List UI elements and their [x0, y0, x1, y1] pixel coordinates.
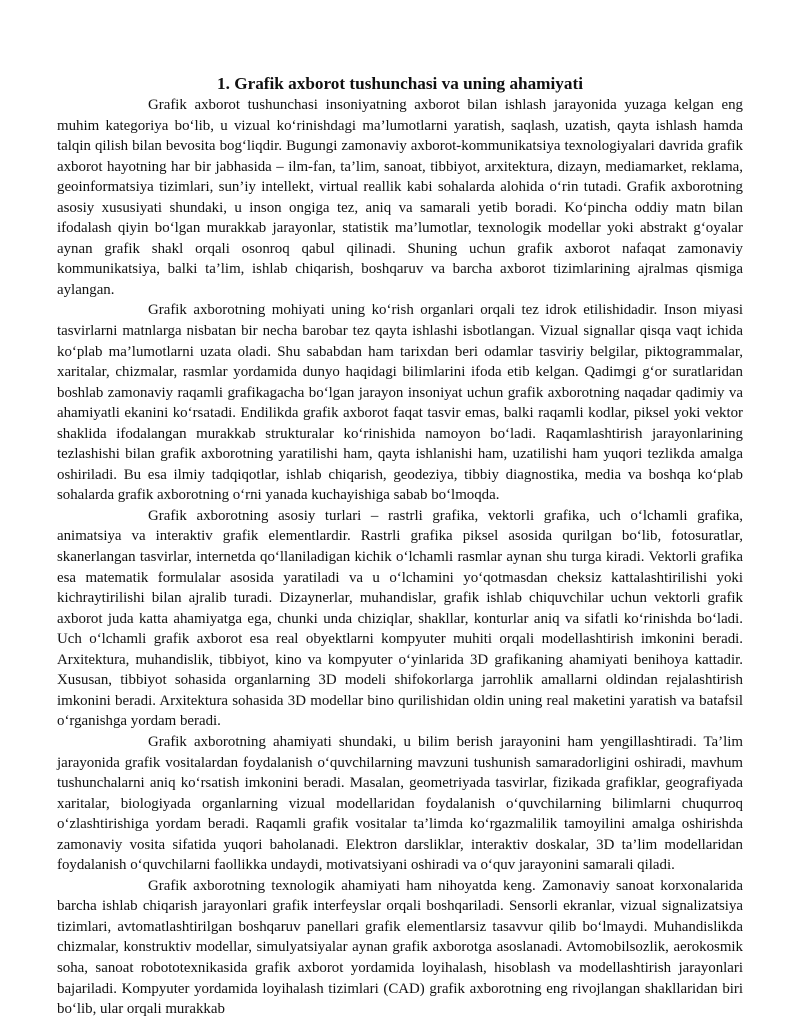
paragraph-5: Grafik axborotning texnologik ahamiyati ham nihoyatda keng. Zamonaviy sanoat korxonalarida barcha ishlab chiqarish jarayonlari grafik interfeyslar orqali boshqariladi. Sensorli ekranlar, vizual signalizatsiya tizimlari, avtomatlashtirilgan boshqaruv panellari grafik elementlarsiz tasavvur qilib bo‘lmaydi. Muhandislikda chizmalar, konstruktiv modellar, simulyatsiyalar aynan grafik axborotga asoslanadi. Avtomobilsozlik, aerokosmik soha, sanoat robototexnikasida grafik axborot yordamida loyihalash, hisoblash va modellashtirish jarayonlari bajariladi. Kompyuter yordamida loyihalash tizimlari (CAD) grafik axborotning eng rivojlangan shakllaridan biri bo‘lib, ular orqali murakkab [57, 877, 743, 1018]
page-title: 1. Grafik axborot tushunchasi va uning ahamiyati [217, 74, 583, 93]
paragraph-4: Grafik axborotning ahamiyati shundaki, u bilim berish jarayonini ham yengillashtiradi. Ta’lim jarayonida grafik vositalardan foydalanish o‘quvchilarning mavzuni tushunish samaradorligini oshiradi, mavhum tushunchalarni aniq ko‘rsatish imkonini beradi. Masalan, geometriyada tasvirlar, fizikada grafiklar, geografiyada xaritalar, biologiyada organlarning vizual modellaridan foydalanish o‘quvchilarning bilimlarni chuqurroq o‘zlashtirishiga yordam beradi. Raqamli grafik vositalar ta’limda ko‘rgazmalilik tamoyilini amalga oshirishda zamonaviy vosita sifatida yuqori baholanadi. Elektron darsliklar, interaktiv doskalar, 3D ta’lim modellaridan foydalanish o‘quvchilarni faollikka undaydi, motivatsiyani oshiradi va o‘quv jarayonini samarali qiladi. [57, 733, 743, 874]
paragraph-1: Grafik axborot tushunchasi insoniyatning axborot bilan ishlash jarayonida yuzaga kelgan eng muhim kategoriya bo‘lib, u vizual ko‘rinishdagi ma’lumotlarni yaratish, saqlash, uzatish, qayta ishlash hamda talqin qilish bilan bevosita bog‘liqdir. Bugungi zamonaviy axborot-kommunikatsiya texnologiyalari davrida grafik axborot hayotning har bir jabhasida – ilm-fan, ta’lim, sanoat, tibbiyot, arxitektura, dizayn, mediamarket, reklama, geoinformatsiya tizimlari, sun’iy intellekt, virtual reallik kabi sohalarda alohida o‘rin tutadi. Grafik axborotning asosiy xususiyati shundaki, u inson ongiga tez, aniq va samarali yetib boradi. Ko‘pincha oddiy matn bilan ifodalash qiyin bo‘lgan murakkab jarayonlar, statistik ma’lumotlar, texnologik modellar yoki abstrakt g‘oyalar aynan grafik shakl orqali osonroq qabul qilinadi. Shuning uchun grafik axborot nafaqat zamonaviy kommunikatsiya, balki ta’lim, ishlab chiqarish, boshqaruv va barcha axborot tizimlarining ajralmas qismiga aylangan. [57, 97, 743, 298]
paragraph-2: Grafik axborotning mohiyati uning ko‘rish organlari orqali tez idrok etilishidadir. Inson miyasi tasvirlarni matnlarga nisbatan bir necha barobar tez qayta ishlashi isbotlangan. Vizual signallar qisqa vaqt ichida ko‘plab ma’lumotlarni uzata oladi. Shu sababdan ham tarixdan beri odamlar tasviriy belgilar, piktogrammalar, xaritalar, chizmalar, rasmlar yordamida dunyo haqidagi bilimlarini ifoda etib kelgan. Qadimgi g‘or suratlaridan boshlab zamonaviy raqamli grafikagacha bo‘lgan jarayon insoniyat uchun grafik axborotning naqadar qadimiy va ahamiyatli ekanini ko‘rsatadi. Endilikda grafik axborot faqat tasvir emas, balki raqamli kodlar, piksel yoki vektor shaklida ifodalangan murakkab strukturalar ko‘rinishida namoyon bo‘ladi. Raqamlashtirish jarayonlarining tezlashishi bilan grafik axborotning yaratilishi ham, qayta ishlanishi ham, uzatilishi ham yuqori tezlikda amalga oshiriladi. Bu esa ilmiy tadqiqotlar, ishlab chiqarish, geodeziya, tibbiy diagnostika, media va boshqa ko‘plab sohalarda grafik axborotning o‘rni yanada kuchayishiga sabab bo‘lmoqda. [57, 302, 743, 504]
paragraph-3: Grafik axborotning asosiy turlari – rastrli grafika, vektorli grafika, uch o‘lchamli grafika, animatsiya va interaktiv grafik elementlardir. Rastrli grafika piksel asosida qurilgan bo‘lib, fotosuratlar, skanerlangan tasvirlar, internetda qo‘llaniladigan kichik o‘lchamli rasmlar aynan shu turga kiradi. Vektorli grafika esa matematik formulalar asosida yaratiladi va u o‘lchamini yo‘qotmasdan cheksiz kattalashtirilishi yoki kichraytirilishi bilan ajralib turadi. Dizaynerlar, muhandislar, grafik ishlab chiquvchilar uchun vektorli grafik axborot juda katta ahamiyatga ega, chunki unda chiziqlar, shakllar, konturlar aniq va sifatli ko‘rinishda bo‘ladi. Uch o‘lchamli grafik axborot esa real obyektlarni kompyuter muhiti orqali modellashtirish imkonini beradi. Arxitektura, muhandislik, tibbiyot, kino va kompyuter o‘yinlarida 3D grafikaning ahamiyati benihoya kattadir. Xususan, tibbiyot sohasida organlarning 3D modeli shifokorlarga jarrohlik amallarni oldindan rejalashtirish imkonini beradi. Arxitektura sohasida 3D modellar bino qurilishidan oldin uning real maketini yaratish va batafsil o‘rganishga yordam beradi. [57, 507, 743, 730]
